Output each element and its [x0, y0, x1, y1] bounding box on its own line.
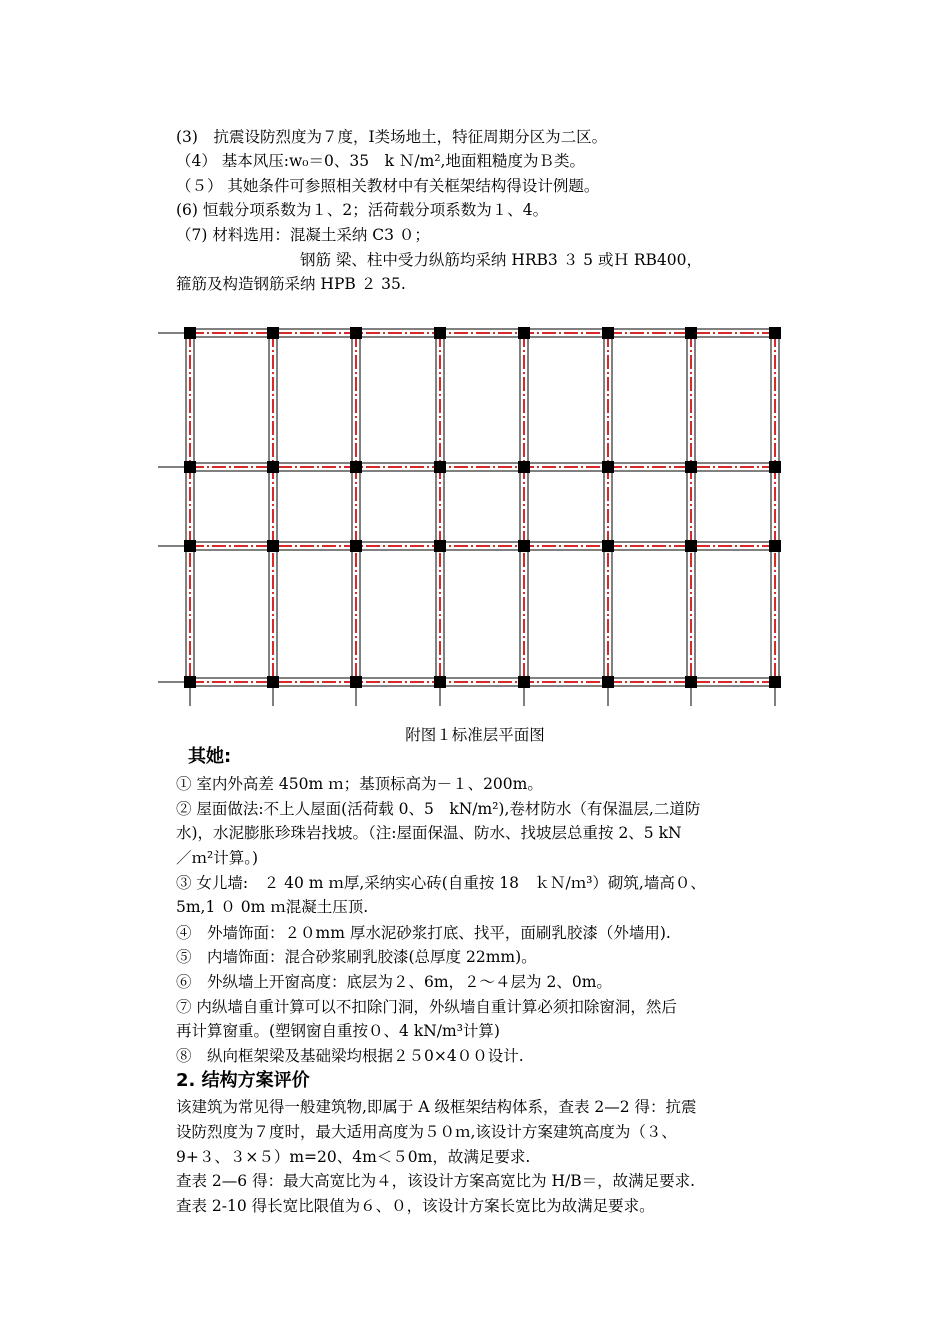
column-4-6	[602, 676, 614, 688]
column-4-4	[434, 676, 446, 688]
column-3-2	[267, 540, 279, 552]
column-4-7	[685, 676, 697, 688]
column-4-3	[350, 676, 362, 688]
floor-plan-figure	[150, 318, 790, 710]
column-4-8	[769, 676, 781, 688]
others-line-3: 水)，水泥膨胀珍珠岩找坡。（注:屋面保温、防水、找坡层总重按 2、5 kN	[176, 824, 682, 842]
column-2-4	[434, 461, 446, 473]
column-3-7	[685, 540, 697, 552]
section-2-line-4: 查表 2—6 得：最大高宽比为４，该设计方案高宽比为 H/B＝，故满足要求.	[176, 1172, 696, 1190]
section-2-heading: 2. 结构方案评价	[176, 1070, 310, 1091]
spec-line-rebar: 钢筋 梁、柱中受力纵筋均采纳 HRB3 ３ 5 或Ｈ RB400，	[176, 251, 703, 269]
others-line-12: ⑧ 纵向框架梁及基础梁均根据２５0×4００设计.	[176, 1047, 524, 1065]
spec-line-wind: （4） 基本风压:w₀＝0、35 k Ｎ/m²,地面粗糙度为Ｂ类。	[176, 152, 585, 170]
column-3-1	[184, 540, 196, 552]
column-1-3	[350, 327, 362, 339]
column-1-4	[434, 327, 446, 339]
others-line-6: 5m,1 ０ 0m ｍ混凝土压顶.	[176, 898, 369, 916]
column-1-1	[184, 327, 196, 339]
section-2-line-1: 该建筑为常见得一般建筑物,即属于 A 级框架结构体系，查表 2—2 得：抗震	[176, 1098, 697, 1116]
column-3-6	[602, 540, 614, 552]
column-2-2	[267, 461, 279, 473]
column-1-8	[769, 327, 781, 339]
section-2-line-2: 设防烈度为７度时，最大适用高度为５０ｍ,该设计方案建筑高度为（３、	[176, 1123, 677, 1141]
others-line-11: 再计算窗重。(塑钢窗自重按０、4 kN/m³计算)	[176, 1022, 500, 1040]
spec-line-seismic: (3) 抗震设防烈度为７度，Ⅰ类场地土，特征周期分区为二区。	[176, 128, 608, 146]
others-line-10: ⑦ 内纵墙自重计算可以不扣除门洞，外纵墙自重计算必须扣除窗洞，然后	[176, 998, 677, 1016]
column-1-6	[602, 327, 614, 339]
column-2-3	[350, 461, 362, 473]
others-line-4: ／ｍ²计算。)	[176, 849, 259, 867]
section-2-line-5: 查表 2-10 得长宽比限值为６、０，该设计方案长宽比为故满足要求。	[176, 1197, 655, 1215]
column-1-2	[267, 327, 279, 339]
figure-caption: 附图１标准层平面图	[405, 726, 545, 744]
others-line-1: ① 室内外高差 450m ｍ；基顶标高为－１、200m。	[176, 775, 543, 793]
spec-line-stirrups: 箍筋及构造钢筋采纳 HPB ２ 35.	[176, 275, 406, 293]
column-3-8	[769, 540, 781, 552]
column-1-5	[518, 327, 530, 339]
column-1-7	[685, 327, 697, 339]
column-2-5	[518, 461, 530, 473]
column-3-3	[350, 540, 362, 552]
others-line-9: ⑥ 外纵墙上开窗高度：底层为２、6m，２～４层为 2、0m。	[176, 973, 612, 991]
others-line-5: ③ 女儿墙: ２ 40 m ｍ厚,采纳实心砖(自重按 18 ｋＮ/ｍ³）砌筑,墙高０、	[176, 874, 706, 892]
others-line-8: ⑤ 内墙饰面：混合砂浆刷乳胶漆(总厚度 22mm)。	[176, 948, 537, 966]
others-line-2: ② 屋面做法:不上人屋面(活荷载 0、5 kN/m²),卷材防水（有保温层,二道防	[176, 800, 701, 818]
column-2-7	[685, 461, 697, 473]
spec-line-load-factors: (6) 恒载分项系数为１、2；活荷载分项系数为１、4。	[176, 201, 549, 219]
section-2-line-3: 9+３、３×５）m=20、4m＜５0m，故满足要求.	[176, 1148, 531, 1166]
spec-line-materials: （7) 材料选用：混凝土采纳 C3 ０；	[176, 226, 430, 244]
column-4-5	[518, 676, 530, 688]
column-2-8	[769, 461, 781, 473]
column-4-2	[267, 676, 279, 688]
column-2-1	[184, 461, 196, 473]
column-2-6	[602, 461, 614, 473]
spec-line-other-conditions: （５） 其她条件可参照相关教材中有关框架结构得设计例题。	[176, 177, 600, 195]
column-3-4	[434, 540, 446, 552]
others-heading: 其她:	[188, 746, 232, 767]
others-line-7: ④ 外墙饰面：２０mm 厚水泥砂浆打底、找平，面刷乳胶漆（外墙用).	[176, 924, 671, 942]
column-3-5	[518, 540, 530, 552]
column-4-1	[184, 676, 196, 688]
